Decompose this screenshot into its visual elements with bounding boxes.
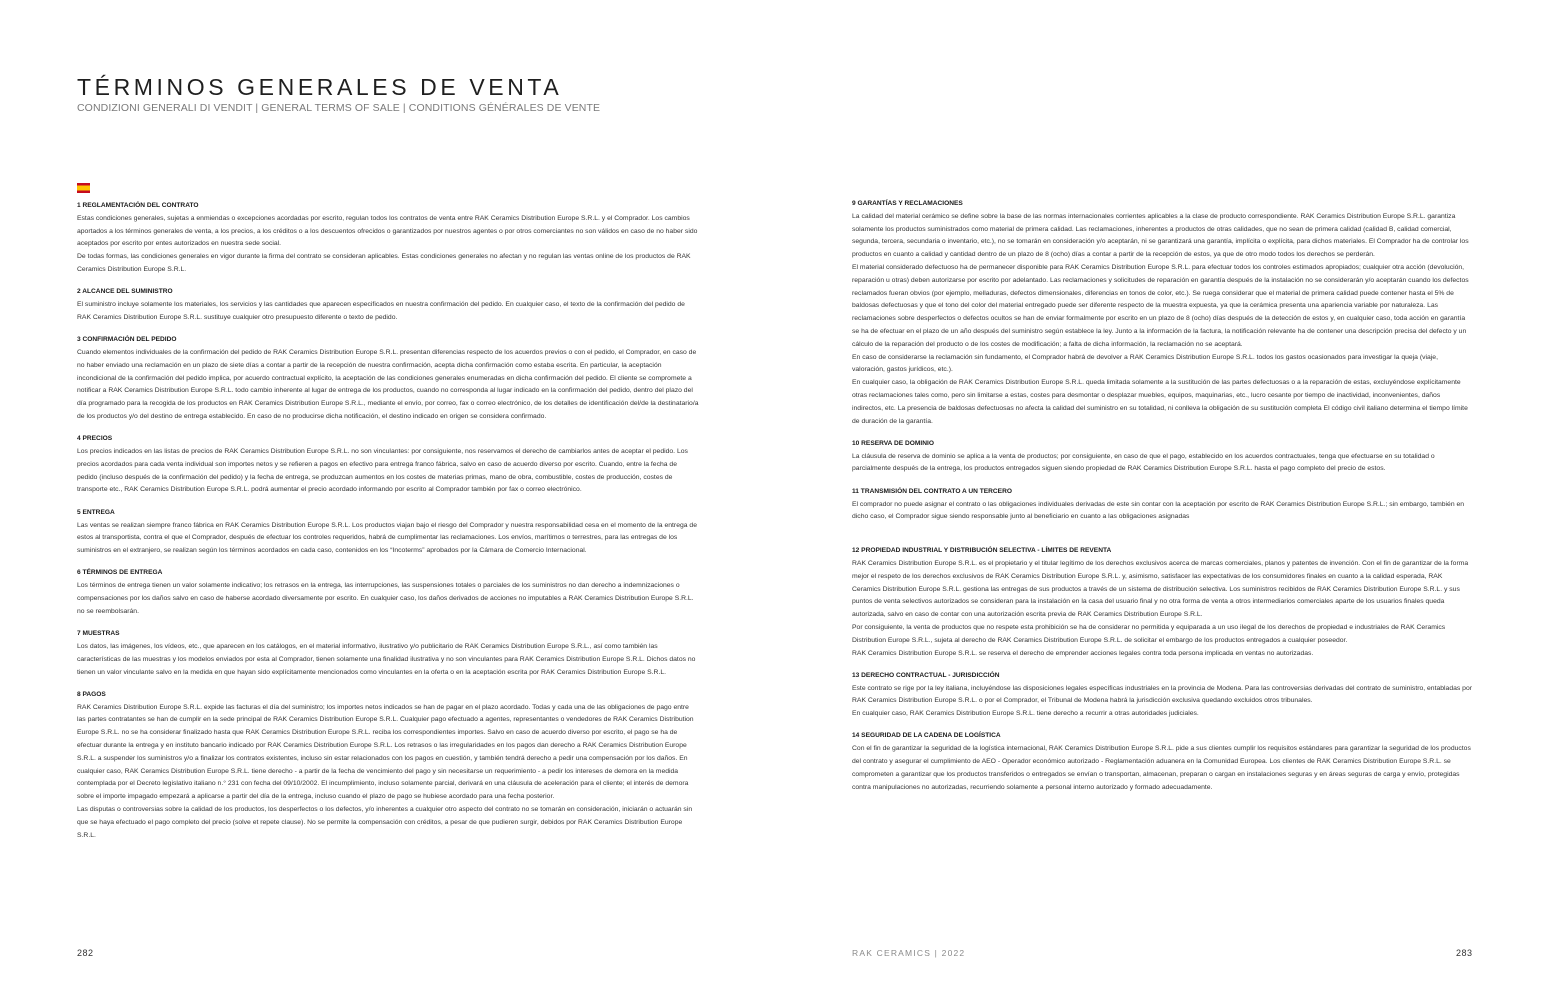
section-paragraph: El suministro incluye solamente los materiales, los servicios y las cantidades que aparecen especificados en nuestra confirmación del pedido. En cualquier caso, el texto de la confirmación del pedido de RAK Ceramics Distribution Europe S.R.L. sustituye cualquier otro presupuesto diferente o texto de pedido. — [77, 301, 685, 321]
section-paragraph: Con el fin de garantizar la seguridad de la logística internacional, RAK Ceramics Distribution Europe S.R.L. pide a sus clientes cumplir los requisitos estándares para garantizar la seguridad de los productos del contrato y asegurar el cumplimiento de AEO - Operador económico autorizado - Reglamentación aduanera en la Comunidad Europea. Los clientes de RAK Ceramics Distribution Europe S.R.L. se comprometen a garantizar que los productos transferidos o entregados se envían o transportan, almacenan, preparan o cargan en instalaciones seguras y en áreas seguras de carga y envío, protegidas contra manipulaciones no autorizadas, recurriendo solamente a personal interno autorizado y formado adecuadamente. — [852, 745, 1471, 791]
section-paragraph: Los precios indicados en las listas de precios de RAK Ceramics Distribution Europe S.R.L. no son vinculantes: por consiguiente, nos reservamos el derecho de cambiarlos antes de aceptar el pedido. Los precios acordados para cada venta individual son importes netos y se refieren a pagos en efectivo para entrega franco fábrica, salvo en caso de acuerdo diverso por escrito. Cuando, entre la fecha de pedido (incluso después de la confirmación del pedido) y la fecha de entrega, se produzcan aumentos en los costes de materias primas, mano de obra, combustible, costes de producción, costes de transporte etc., RAK Ceramics Distribution Europe S.R.L. podrá aumentar el precio acordado informando por escrito al Comprador también por fax o correo electrónico. — [77, 448, 688, 494]
section-heading: 10 RESERVA DE DOMINIO — [852, 439, 934, 447]
section-heading: 7 MUESTRAS — [77, 630, 120, 638]
section-paragraph: RAK Ceramics Distribution Europe S.R.L. expide las facturas el día del suministro; los importes netos indicados se han de pagar en el plazo acordado. Todas y cada una de las obligaciones de pago entre las partes contratantes se han de cumplir en la sede principal de RAK Ceramics Distribution Europe S.R.L. Cualquier pago efectuado a agentes, representantes o vendedores de RAK Ceramics Distribution Europe S.R.L. no se ha considerar finalizado hasta que RAK Ceramics Distribution Europe S.R.L. reciba los correspondientes importes. Salvo en caso de acuerdo diverso por escrito, el pago se ha de efectuar durante la entrega y en instituto bancario indicado por RAK Ceramics Distribution Europe S.R.L. Los retrasos o las irregularidades en los pagos dan derecho a RAK Ceramics Distribution Europe S.R.L. a suspender los suministros y/o a finalizar los contratos existentes, incluso sin estar relacionados con los pagos en cuestión, y también tendrá derecho a pedir una compensación por los daños. En cualquier caso, RAK Ceramics Distribution Europe S.R.L. tiene derecho - a partir de la fecha de vencimiento del pago y sin necesitarse un requerimiento - a pedir los intereses de demora en la medida contemplada por el Decreto legislativo italiano n.° 231 con fecha del 09/10/2002. El incumplimiento, incluso solamente parcial, derivará en una cláusula de aceleración para el cliente; el interés de demora sobre el importe impagado empezará a aplicarse a partir del día de la entrega, incluso cuando el plazo de pago se hubiese acordado para una fecha posterior. — [77, 703, 694, 801]
section-paragraph: Las ventas se realizan siempre franco fábrica en RAK Ceramics Distribution Europe S.R.L. Los productos viajan bajo el riesgo del Comprador y nuestra responsabilidad cesa en el momento de la entrega de estos al transportista, contra el que el Comprador, después de efectuar los controles requeridos, habrá de cumplimentar las reclamaciones. Los envíos, marítimos o terrestres, para las entregas de los suministros en el extranjero, se realizan según los términos acordados en cada caso, contenidos en los “Incoterms” aprobados por la Cámara de Comercio Internacional. — [77, 521, 697, 555]
section-heading: 14 SEGURIDAD DE LA CADENA DE LOGÍSTICA — [852, 732, 1001, 740]
terms-section — [852, 545, 1472, 660]
left-column — [77, 200, 699, 852]
section-paragraph: En cualquier caso, RAK Ceramics Distribution Europe S.R.L. tiene derecho a recurrir a otras autoridades judiciales. — [852, 710, 1199, 718]
section-paragraph: Los términos de entrega tienen un valor solamente indicativo; los retrasos en la entrega, las interrupciones, las suspensiones totales o parciales de los suministros no dan derecho a indemnizaciones o compensaciones por los daños salvo en caso de haberse acordado diversamente por escrito. En cualquier caso, los daños derivados de acciones no imputables a RAK Ceramics Distribution Europe S.R.L. no se reembolsarán. — [77, 582, 694, 615]
section-paragraph: De todas formas, las condiciones generales en vigor durante la firma del contrato se consideran aplicables. Estas condiciones generales no afectan y no regulan las ventas online de los productos de RAK Ceramics Distribution Europe S.R.L. — [77, 253, 691, 273]
terms-section — [852, 670, 1472, 721]
section-paragraph: El comprador no puede asignar el contrato o las obligaciones individuales derivadas de este sin contar con la aceptación por escrito de RAK Ceramics Distribution Europe S.R.L.; sin embargo, también en dicho caso, el Comprador sigue siendo responsable junto al beneficiario en cuanto a las obligaciones asignadas — [852, 500, 1465, 521]
section-paragraph: Estas condiciones generales, sujetas a enmiendas o excepciones acordadas por escrito, regulan todos los contratos de venta entre RAK Ceramics Distribution Europe S.R.L. y el Comprador. Los cambios aportados a los términos generales de venta, a los precios, a los créditos o a los descuentos ofrecidos o garantizados por nuestros agentes o por otros comerciantes no son válidos en caso de no haber sido aceptados por escrito por entes autorizados en nuestra sede social. — [77, 214, 698, 248]
section-paragraph: La cláusula de reserva de dominio se aplica a la venta de productos; por consiguiente, en caso de que el pago, establecido en los acuerdos contractuales, tenga que efectuarse en su totalidad o parcialmente después de la entrega, los productos entregados siguen siendo propiedad de RAK Ceramics Distribution Europe S.R.L. hasta el pago completo del precio de estos. — [852, 452, 1435, 473]
section-paragraph: Los datos, las imágenes, los vídeos, etc., que aparecen en los catálogos, en el material informativo, ilustrativo y/o publicitario de RAK Ceramics Distribution Europe S.R.L., así como también las características de las muestras y los modelos enviados por esta al Comprador, tienen solamente una finalidad ilustrativa y no son vinculantes para RAK Ceramics Distribution Europe S.R.L. Dichos datos no tienen un valor vinculante salvo en la medida en que hayan sido explícitamente mencionados como vinculantes en la oferta o en la aceptación escrita por RAK Ceramics Distribution Europe S.R.L. — [77, 642, 696, 676]
page-subtitle: CONDIZIONI GENERALI DI VENDIT | GENERAL TERMS OF SALE | CONDITIONS GÉNÉRALES DE VENTE — [77, 102, 601, 114]
terms-section — [77, 200, 699, 277]
section-paragraph: RAK Ceramics Distribution Europe S.R.L. es el propietario y el titular legítimo de los derechos exclusivos acerca de marcas comerciales, planos y patentes de invención. Con el fin de garantizar de la forma mejor el respeto de los derechos exclusivos de RAK Ceramics Distribution Europe S.R.L. y, asimismo, satisfacer las expectativas de los consumidores finales en cuanto a la calidad esperada, RAK Ceramics Distribution Europe S.R.L. gestiona las entregas de sus productos a través de un sistema de distribución selectiva. Los suministros recibidos de RAK Ceramics Distribution Europe S.R.L. y sus puntos de venta selectivos autorizados se consideran para la instalación en la casa del usuario final y no otra forma de venta a otros intermediarios comerciales aparte de los usuarios finales queda autorizada, salvo en caso de contar con una autorización escrita previa de RAK Ceramics Distribution Europe S.R.L. — [852, 559, 1469, 619]
section-paragraph: Por consiguiente, la venta de productos que no respete esta prohibición se ha de considerar no permitida y equiparada a un uso ilegal de los derechos de propiedad e industriales de RAK Ceramics Distribution Europe S.R.L., sujeta al derecho de RAK Ceramics Distribution Europe S.R.L. de solicitar el embargo de los productos entregados a cualquier poseedor. — [852, 623, 1446, 644]
terms-section — [77, 567, 699, 618]
section-heading: 2 ALCANCE DEL SUMINISTRO — [77, 288, 173, 296]
section-paragraph: En caso de considerarse la reclamación sin fundamento, el Comprador habrá de devolver a RAK Ceramics Distribution Europe S.R.L. todos los gastos ocasionados para investigar la queja (viaje, valoración, gastos jurídicos, etc.). — [852, 353, 1438, 374]
footer-brand: RAK CERAMICS | 2022 — [852, 948, 966, 958]
section-heading: 13 DERECHO CONTRACTUAL - JURISDICCIÓN — [852, 671, 1000, 679]
terms-section — [77, 433, 699, 497]
section-paragraph: Cuando elementos individuales de la confirmación del pedido de RAK Ceramics Distribution Europe S.R.L. presentan diferencias respecto de los acuerdos previos o con el pedido, el Comprador, en caso de no haber enviado una reclamación en un plazo de siete días a contar a partir de la recepción de nuestra confirmación, acepta dicha confirmación como estaba escrita. En particular, la aceptación incondicional de la confirmación del pedido implica, por acuerdo contractual explícito, la aceptación de las condiciones generales enumeradas en dicha confirmación del pedido. El cliente se compromete a notificar a RAK Ceramics Distribution Europe S.R.L. todo cambio inherente al lugar de entrega de los productos, cuando no corresponda al lugar indicado en la confirmación del pedido, dentro del plazo del día programado para la recogida de los productos en RAK Ceramics Distribution Europe S.R.L., mediante el envío, por correo, fax o correo electrónico, de los detalles de identificación del/de la destinatario/a de los productos y/o del destino de entrega establecido. En caso de no producirse dicha notificación, el destino indicado en origen se considera confirmado. — [77, 348, 699, 420]
terms-section — [77, 507, 699, 558]
page-number-left: 282 — [77, 948, 94, 958]
section-heading: 4 PRECIOS — [77, 435, 113, 443]
terms-section — [77, 334, 699, 424]
section-paragraph: El material considerado defectuoso ha de permanecer disponible para RAK Ceramics Distribution Europe S.R.L. para efectuar todos los controles estimados apropiados; cualquier otra acción (devolución, reparación u otras) deben autorizarse por escrito por adelantado. Las reclamaciones y solicitudes de reparación en garantía después de la instalación no se considerarán y/o aceptarán cuando los defectos reclamados fueran obvios (por ejemplo, melladuras, defectos dimensionales, diferencias en tonos de color, etc.). Se ruega considerar que el material de primera calidad puede contener hasta el 5% de baldosas defectuosas y que el tono del color del material entregado puede ser diferente respecto de la muestra expuesta, ya que la cerámica presenta una apariencia variable por naturaleza. Las reclamaciones sobre desperfectos o defectos ocultos se han de enviar formalmente por escrito en un plazo de 8 (ocho) días después de la detección de estos y, en cualquier caso, toda acción en garantía se ha de efectuar en el plazo de un año después del suministro según establece la ley. Junto a la información de la factura, la notificación relevante ha de contener una descripción precisa del defecto y un cálculo de la reparación del producto o de los costes de modificación; a falta de dicha información, la reclamación no se aceptará. — [852, 263, 1469, 348]
terms-section — [77, 628, 699, 679]
terms-section — [852, 198, 1472, 428]
terms-section — [852, 730, 1472, 794]
terms-section — [77, 286, 699, 324]
section-heading: 12 PROPIEDAD INDUSTRIAL Y DISTRIBUCIÓN SELECTIVA - LÍMITES DE REVENTA — [852, 547, 1112, 555]
section-heading: 8 PAGOS — [77, 690, 106, 698]
section-heading: 5 ENTREGA — [77, 508, 115, 516]
section-paragraph: En cualquier caso, la obligación de RAK Ceramics Distribution Europe S.R.L. queda limitada solamente a la sustitución de las partes defectuosas o a la reparación de estas, excluyéndose explícitamente otras reclamaciones tales como, pero sin limitarse a estas, costes para desmontar o desplazar muebles, equipos, maquinarias, etc., lucro cesante por tiempo de inactividad, inconvenientes, daños indirectos, etc. La presencia de baldosas defectuosas no afecta la calidad del suministro en su totalidad, ni conlleva la obligación de su sustitución completa El código civil italiano determina el tiempo límite de duración de la garantía. — [852, 379, 1468, 425]
section-paragraph: La calidad del material cerámico se define sobre la base de las normas internacionales corrientes aplicables a la clase de producto correspondiente. RAK Ceramics Distribution Europe S.R.L. garantiza solamente los productos suministrados como material de primera calidad. Las reclamaciones, inherentes a productos de otras calidades, que no sean de primera calidad (calidad B, calidad comercial, segunda, tercera, secundaria o inventario, etc.), no se tomarán en consideración y/o aceptarán, ni se garantizará una garantía, implícita o explícita, para dichos materiales. El Comprador ha de controlar los productos en cuanto a calidad y cantidad dentro de un plazo de 8 (ocho) días a contar a partir de la recepción de estos, ya que de otro modo todos los derechos se perderán. — [852, 212, 1469, 259]
terms-section — [852, 438, 1472, 476]
section-heading: 6 TÉRMINOS DE ENTREGA — [77, 569, 163, 577]
page-title: TÉRMINOS GENERALES DE VENTA — [77, 74, 563, 100]
terms-section — [852, 486, 1472, 524]
terms-section — [77, 689, 699, 843]
section-paragraph: Este contrato se rige por la ley italiana, incluyéndose las disposiciones legales específicas industriales en la provincia de Modena. Para las controversias derivadas del contrato de suministro, entabladas por RAK Ceramics Distribution Europe S.R.L. o por el Comprador, el Tribunal de Modena habrá la jurisdicción exclusiva quedando excluidos otros tribunales. — [852, 684, 1472, 705]
spain-flag-icon — [77, 183, 90, 193]
section-heading: 1 REGLAMENTACIÓN DEL CONTRATO — [77, 202, 199, 209]
section-paragraph: RAK Ceramics Distribution Europe S.R.L. se reserva el derecho de emprender acciones legales contra toda persona implicada en ventas no autorizadas. — [852, 649, 1314, 657]
section-paragraph: Las disputas o controversias sobre la calidad de los productos, los desperfectos o los defectos, y/o inherentes a cualquier otro aspecto del contrato no se tomarán en consideración, iniciarán o actuarán sin que se haya efectuado el pago completo del precio (solve et repete clause). No se permite la compensación con créditos, a pesar de que pudieren surgir, debidos por RAK Ceramics Distribution Europe S.R.L. — [77, 805, 693, 839]
right-column — [852, 198, 1472, 804]
section-heading: 3 CONFIRMACIÓN DEL PEDIDO — [77, 336, 177, 344]
section-heading: 9 GARANTÍAS Y RECLAMACIONES — [852, 200, 963, 207]
section-heading: 11 TRANSMISIÓN DEL CONTRATO A UN TERCERO — [852, 487, 1012, 495]
page-number-right: 283 — [1456, 948, 1473, 958]
